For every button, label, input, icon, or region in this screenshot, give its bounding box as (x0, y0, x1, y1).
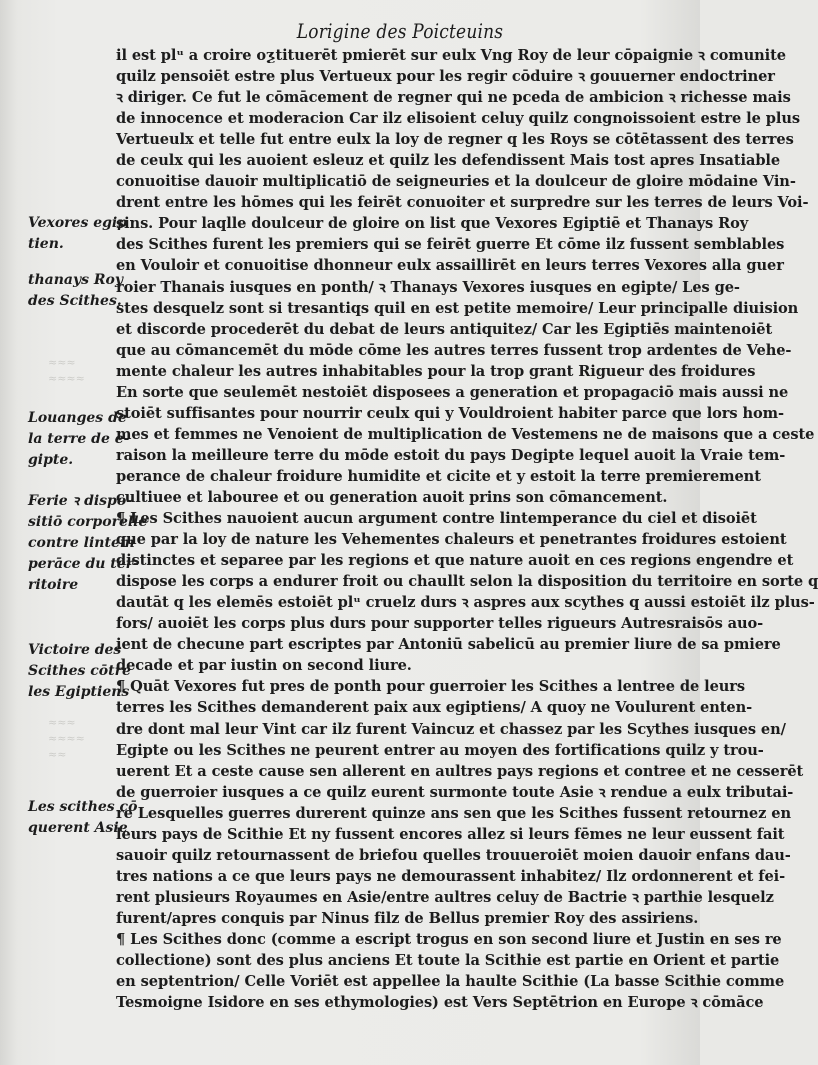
margin-note-line: thanays Roy (28, 272, 123, 288)
text-line: cultiuee et labouree et ou generation auoit prins son cōmancement. (116, 488, 668, 506)
text-line: stes desquelz sont si tresantiqs quil en est petite memoire/ Leur principalle diuision (116, 299, 799, 317)
text-line: rent plusieurs Royaumes en Asie/entre aultres celuy de Bactrie ꝛ parthie lesquelz (116, 888, 774, 906)
text-line: conuoitise dauoir multiplicatiō de seigneuries et la doulceur de gloire mōdaine Vin- (116, 173, 796, 191)
text-line: de guerroier iusques a ce quilz eurent surmonte toute Asie ꝛ rendue a eulx tributai- (116, 783, 794, 801)
margin-note (28, 213, 128, 255)
text-line: Vertueulx et telle fut entre eulx la loy de regner q les Roys se cōtētassent des terres (116, 131, 794, 149)
text-line: distinctes et separee par les regions et que nature auoit en ces regions engendre et (116, 552, 794, 570)
margin-note-line: querent Asie (28, 820, 128, 836)
text-line: furent/apres conquis par Ninus filz de Bellus premier Roy des assiriens. (116, 909, 699, 927)
margin-note-line: sitiō corporelle (28, 514, 148, 530)
text-line: perance de chaleur froidure humidite et cicite et y estoit la terre premierement (116, 467, 761, 485)
text-line: ¶ Les Scithes donc (comme a escript trogus en son second liure et Justin en ses re (116, 930, 782, 948)
main-text-column (116, 45, 818, 1013)
margin-note-line: perāce du ter- (28, 556, 139, 572)
margin-note-line: Victoire des (28, 642, 122, 658)
text-line: ¶ Quāt Vexores fut pres de ponth pour guerroier les Scithes a lentree de leurs (116, 678, 746, 696)
margin-note (28, 797, 138, 839)
margin-note-line: tien. (28, 236, 64, 252)
text-line: ¶ Les Scithes nauoient aucun argument contre lintemperance du ciel et disoiēt (116, 510, 757, 528)
text-line: fors/ auoiēt les corps plus durs pour supporter telles rigueurs Autresraisōs auo- (116, 615, 764, 633)
margin-note-line: Louanges de (28, 410, 127, 426)
text-line: leurs pays de Scithie Et ny fussent encores allez si leurs fēmes ne leur eussent fait (116, 825, 785, 843)
text-line: que par la loy de nature les Vehementes chaleurs et penetrantes froidures estoient (116, 531, 787, 549)
text-line: en septentrion/ Celle Voriēt est appellee la haulte Scithie (La basse Scithie comme (116, 973, 785, 991)
text-line: quilz pensoiēt estre plus Vertueux pour les regir cōduire ꝛ gouuerner endoctriner (116, 68, 775, 86)
margin-note-line: Vexores egip (28, 215, 128, 231)
text-line: dre dont mal leur Vint car ilz furent Vaincuz et chassez par les Scythes iusques en/ (116, 720, 786, 738)
text-line: sauoir quilz retournassent de briefou quelles trouueroiēt moien dauoir enfans dau- (116, 846, 791, 864)
bleed-through-text: ≈≈≈ ≈≈≈≈ (48, 356, 85, 385)
margin-note-line: Ferie ꝛ dispo- (28, 493, 132, 509)
text-line: et discorde procederēt du debat de leurs antiquitez/ Car les Egiptiēs maintenoiēt (116, 320, 773, 338)
bleed-through-text: ≈≈≈ ≈≈≈≈ ≈≈ (48, 716, 85, 761)
text-line: dautāt q les elemēs estoiēt plᵘ cruelz durs ꝛ aspres aux scythes q aussi estoiēt ilz plus- (116, 594, 815, 612)
text-line: re Lesquelles guerres durerent quinze ans sen que les Scithes fussent retournez en (116, 804, 791, 822)
text-line: ꝛ diriger. Ce fut le cōmācement de regner qui ne pceda de ambicion ꝛ richesse mais (116, 89, 791, 107)
text-line: raison la meilleure terre du mōde estoit du pays Degipte lequel auoit la Vraie tem- (116, 446, 786, 464)
text-line: tres nations a ce que leurs pays ne demourassent inhabitez/ Ilz ordonnerent et fei- (116, 867, 786, 885)
text-line: En sorte que seulemēt nestoiēt disposees a generation et propagaciō mais aussi ne (116, 383, 789, 401)
margin-note (28, 408, 130, 471)
text-line: des Scithes furent les premiers qui se feirēt guerre Et cōme ilz fussent semblables (116, 236, 785, 254)
text-line: ient de checune part escriptes par Antoniū sabelicū au premier liure de sa pmiere (116, 636, 781, 654)
margin-note-line: Scithes cōtre (28, 663, 131, 679)
text-line: que au cōmancemēt du mōde cōme les autres terres fussent trop ardentes de Vehe- (116, 341, 792, 359)
margin-note (28, 640, 131, 703)
margin-note-line: Les scithes cō (28, 799, 138, 815)
text-line: Tesmoigne Isidore en ses ethymologies) est Vers Septētrion en Europe ꝛ cōmāce (116, 994, 764, 1012)
text-line: uerent Et a ceste cause sen allerent en aultres pays regions et contree et ne cesserēt (116, 762, 804, 780)
text-line: de ceulx qui les auoient esleuz et quilz les defendissent Mais tost apres Insatiable (116, 152, 781, 170)
text-line: decade et par iustin on second liure. (116, 657, 412, 675)
margin-note-line: contre lintem (28, 535, 135, 551)
text-line: en Vouloir et conuoitise dhonneur eulx assaillirēt en leurs terres Vexores alla guer (116, 257, 784, 275)
margin-note (28, 491, 148, 596)
margin-note (28, 270, 123, 312)
text-line: roier Thanais iusques en ponth/ ꝛ Thanays Vexores iusques en egipte/ Les ge- (116, 278, 740, 296)
text-line: sins. Pour laqlle doulceur de gloire on list que Vexores Egiptiē et Thanays Roy (116, 215, 749, 233)
margin-note-line: la terre de e- (28, 431, 130, 447)
text-line: terres les Scithes demanderent paix aux egiptiens/ A quoy ne Voulurent enten- (116, 699, 753, 717)
text-line: mes et femmes ne Venoient de multiplication de Vestemens ne de maisons que a ceste (116, 425, 815, 443)
text-line: Egipte ou les Scithes ne peurent entrer au moyen des fortifications quilz y trou- (116, 741, 764, 759)
margin-note-line: gipte. (28, 452, 74, 468)
text-line: de innocence et moderacion Car ilz elisoient celuy quilz congnoissoient estre le plus (116, 110, 800, 128)
text-line: mente chaleur les autres inhabitables pour la trop grant Rigueur des froidures (116, 362, 756, 380)
text-line: dispose les corps a endurer froit ou chaullt selon la disposition du territoire en sorte q (116, 573, 818, 591)
margin-note-line: des Scithes. (28, 293, 122, 309)
text-line: stoiēt suffisantes pour nourrir ceulx qui y Vouldroient habiter parce que lors hom- (116, 404, 784, 422)
margin-note-line: ritoire (28, 577, 79, 593)
text-line: il est plᵘ a croire oƺtituerēt pmierēt sur eulx Vng Roy de leur cōpaignie ꝛ comunite (116, 47, 786, 64)
margin-note-line: les Egiptiens (28, 684, 130, 700)
text-line: collectione) sont des plus anciens Et toute la Scithie est partie en Orient et partie (116, 952, 780, 970)
running-header: Lorigine des Poicteuins (296, 20, 504, 44)
text-line: drent entre les hōmes qui les feirēt conuoiter et surpredre sur les terres de leurs Voi- (116, 194, 809, 212)
